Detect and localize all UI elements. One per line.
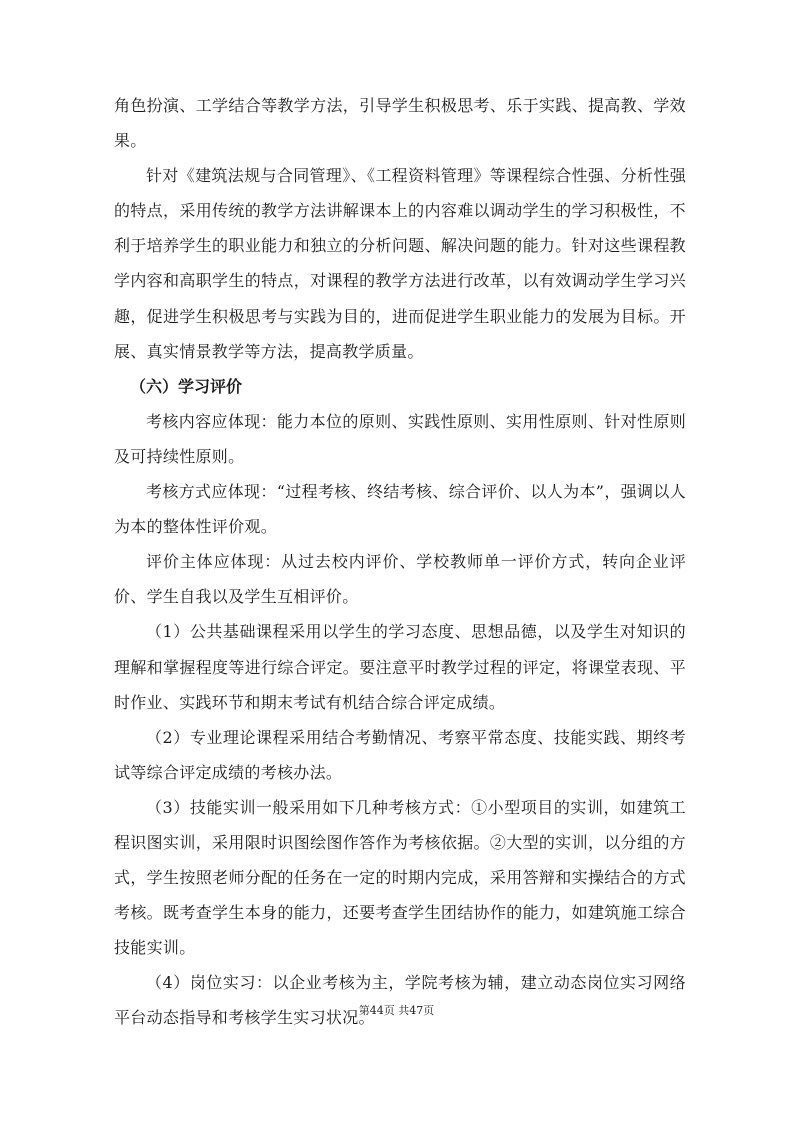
page-number-footer: 第44页 共47页 [358,1004,435,1017]
section-heading-learning-evaluation: （六）学习评价 [130,376,243,396]
paragraph-internship: （4）岗位实习：以企业考核为主，学院考核为辅，建立动态岗位实习网络平台动态指导和考核学生实习状况。 [114,973,686,1028]
page-body [114,88,686,1036]
paragraph-course-reform: 针对《建筑法规与合同管理》、《工程资料管理》等课程综合性强、分析性强的特点，采用传统的教学方法讲解课本上的内容难以调动学生的学习积极性，不利于培养学生的职业能力和独立的分析问题、解决问题的能力。针对这些课程教学内容和高职学生的特点，对课程的教学方法进行改革，以有效调动学生学习兴趣，促进学生积极思考与实践为目的，进而促进学生职业能力的发展为目标。开展、真实情景教学等方法，提高教学质量。 [114,166,686,361]
paragraph-skill-training: （3）技能实训一般采用如下几种考核方式：①小型项目的实训，如建筑工程识图实训，采用限时识图绘图作答作为考核依据。②大型的实训，以分组的方式，学生按照老师分配的任务在一定的时期内完成，采用答辩和实操结合的方式考核。既考查学生本身的能力，还要考查学生团结协作的能力，如建筑施工综合技能实训。 [114,797,686,958]
paragraph-assessment-content: 考核内容应体现：能力本位的原则、实践性原则、实用性原则、针对性原则及可持续性原则。 [114,411,686,466]
paragraph-teaching-methods-end: 角色扮演、工学结合等教学方法，引导学生积极思考、乐于实践、提高教、学效果。 [114,96,686,151]
paragraph-assessment-method: 考核方式应体现：“过程考核、终结考核、综合评价、以人为本”，强调以人为本的整体性评价观。 [114,482,686,537]
paragraph-public-basic-courses: （1）公共基础课程采用以学生的学习态度、思想品德，以及学生对知识的理解和掌握程度等进行综合评定。要注意平时教学过程的评定，将课堂表现、平时作业、实践环节和期末考试有机结合综合评定成绩。 [114,622,686,712]
paragraph-professional-theory-courses: （2）专业理论课程采用结合考勤情况、考察平常态度、技能实践、期终考试等综合评定成绩的考核办法。 [114,727,686,782]
paragraph-evaluation-subject: 评价主体应体现：从过去校内评价、学校教师单一评价方式，转向企业评价、学生自我以及学生互相评价。 [114,552,686,607]
